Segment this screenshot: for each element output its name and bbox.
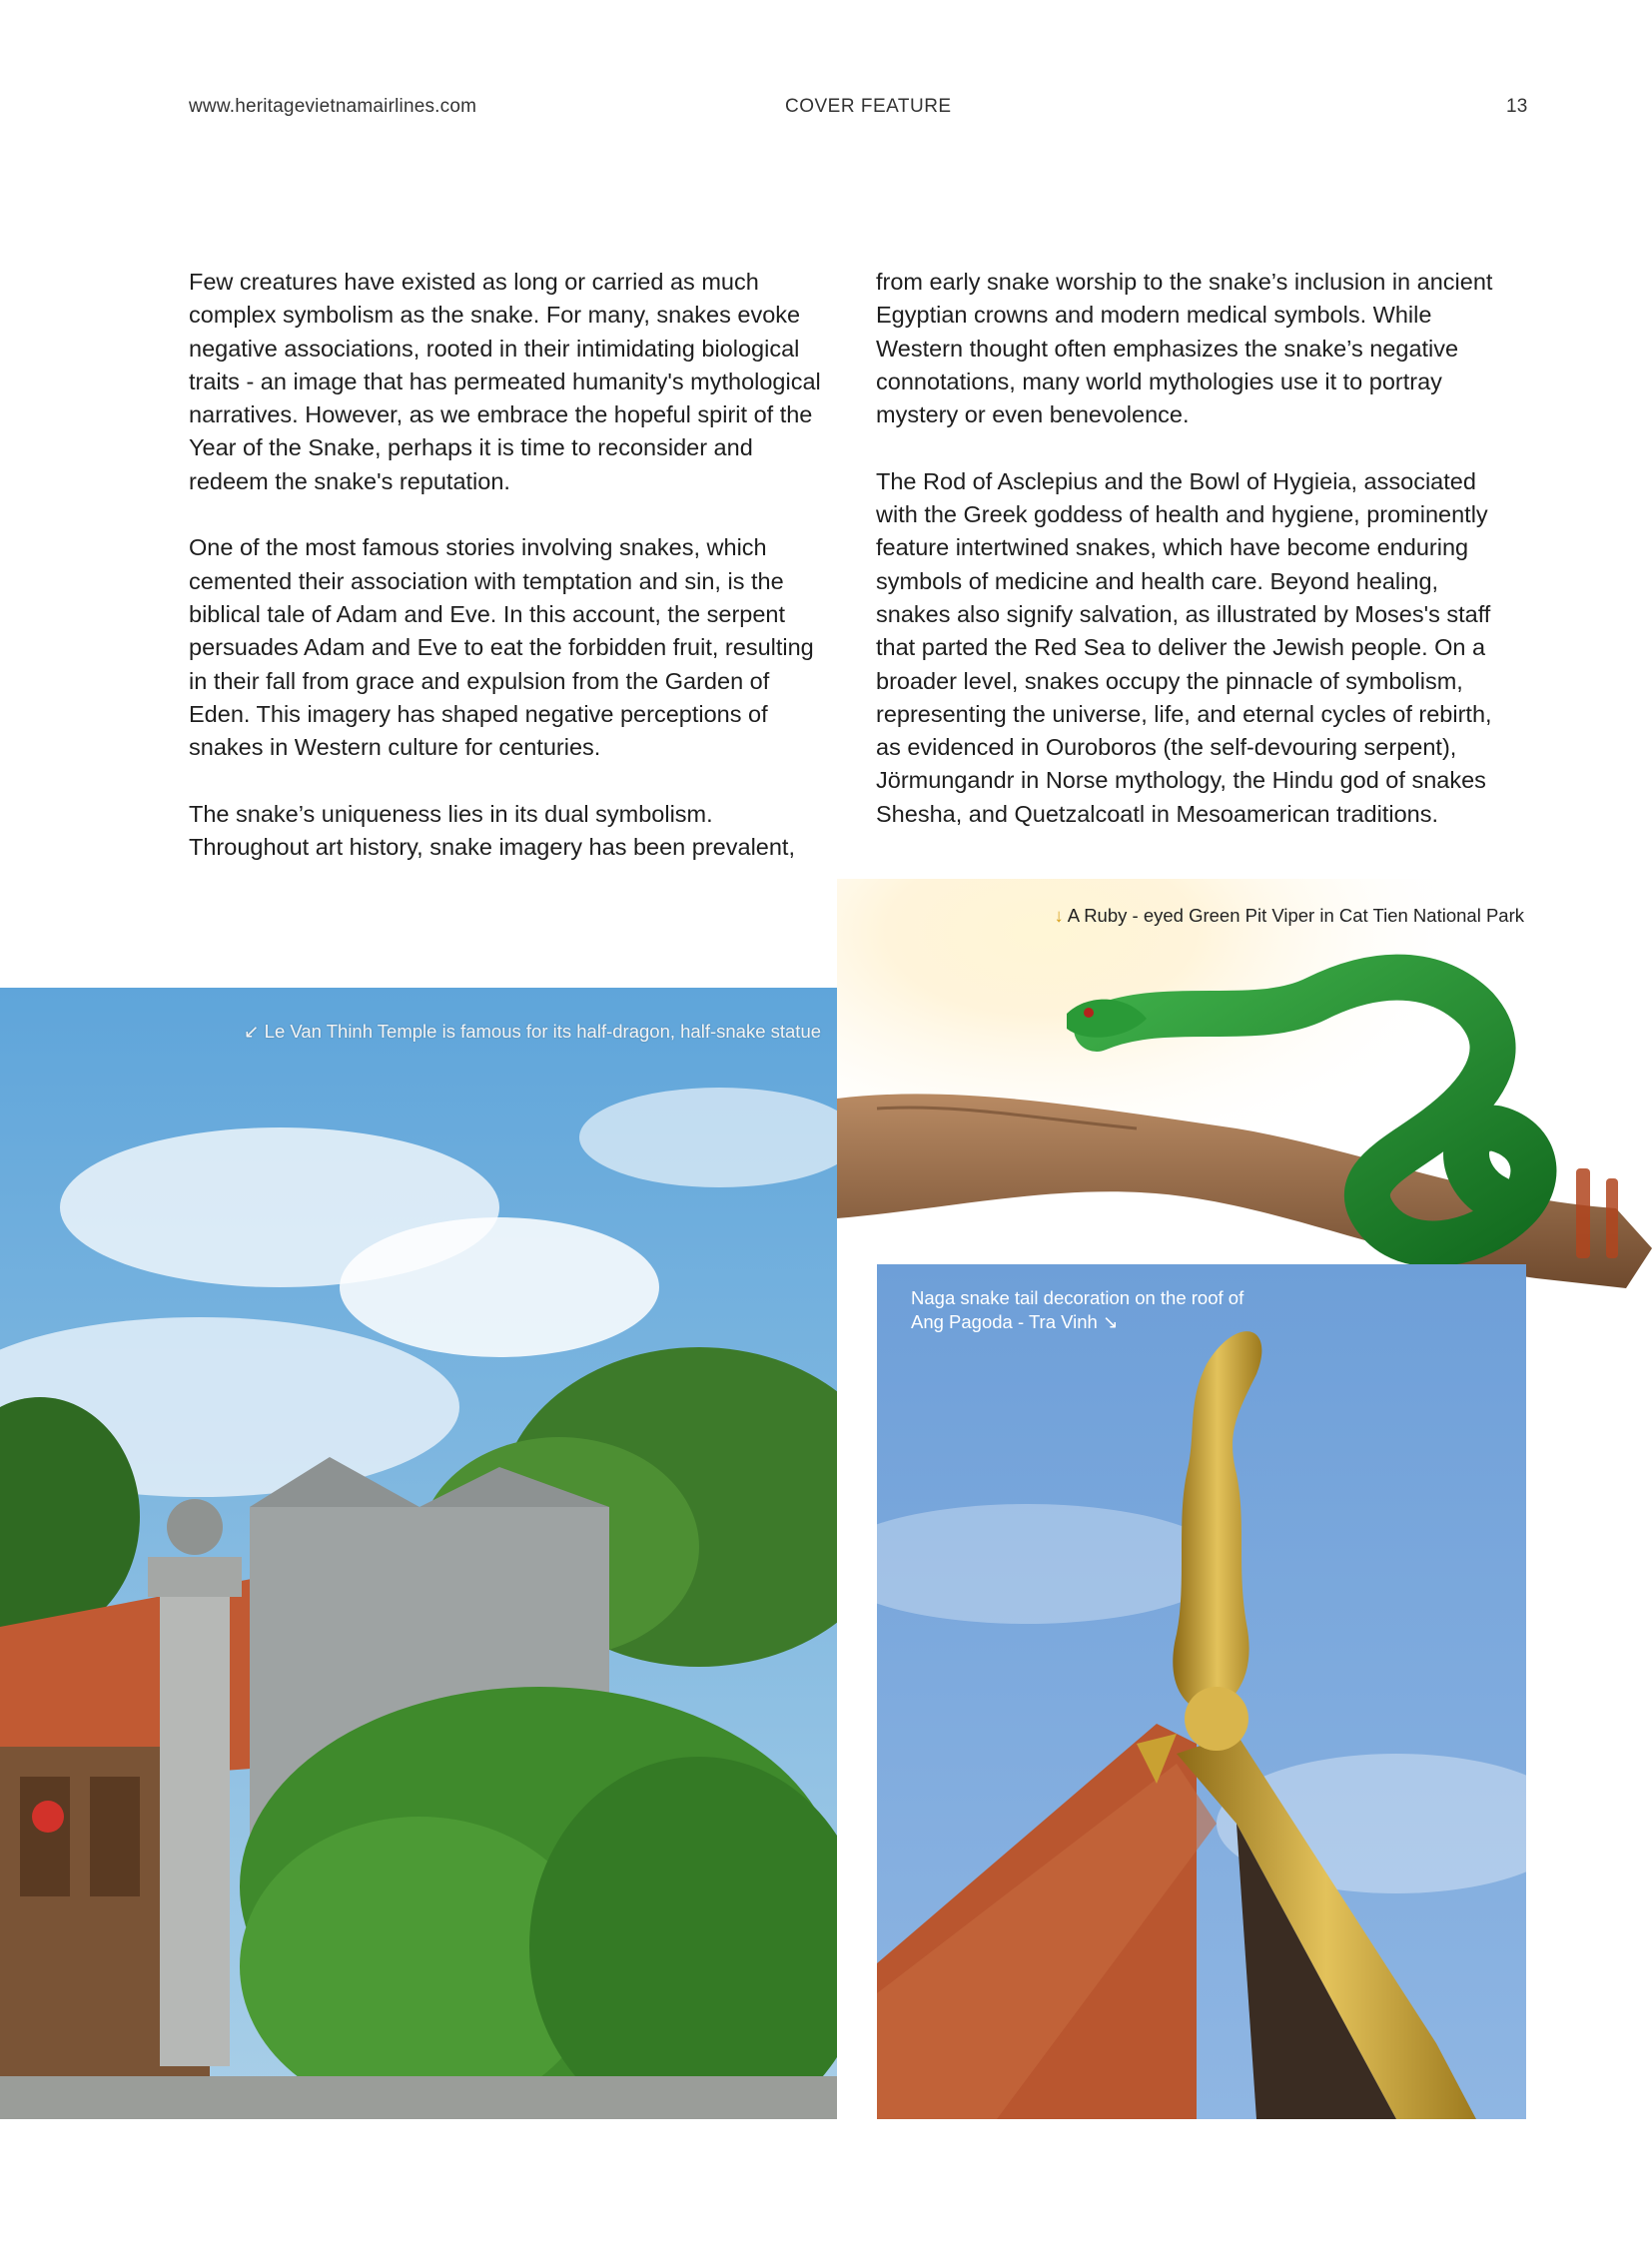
caption-text: Naga snake tail decoration on the roof of (911, 1287, 1244, 1308)
viper-caption (1054, 905, 1524, 927)
paragraph: Few creatures have existed as long or carried as much complex symbolism as the snake. For many, snakes evoke negative associations, rooted in their intimidating biological traits - an image that has permeated humanity's mythological narratives. However, as we embrace the hopeful spirit of the Year of the Snake, perhaps it is time to reconsider and redeem the snake's reputation. (189, 269, 821, 494)
paragraph: The snake’s uniqueness lies in its dual symbolism. Throughout art history, snake imagery has been prevalent, (189, 800, 795, 861)
arrow-down-right-icon: ↘ (1102, 1311, 1119, 1332)
arrow-down-icon: ↓ (1054, 905, 1064, 926)
pagoda-photo (877, 1264, 1526, 2119)
body-column-right (876, 266, 1495, 864)
arrow-down-left-icon: ↙ (244, 1021, 260, 1042)
caption-text: A Ruby - eyed Green Pit Viper in Cat Tien National Park (1067, 905, 1524, 926)
page-number: 13 (1506, 96, 1528, 117)
site-url: www.heritagevietnamairlines.com (189, 96, 477, 117)
paragraph: The Rod of Asclepius and the Bowl of Hygieia, associated with the Greek goddess of health and hygiene, prominently feature intertwined snakes, which have become enduring symbols of medicine and health care. Beyond healing, snakes also signify salvation, as illustrated by Moses's staff that parted the Red Sea to deliver the Jewish people. On a broader level, snakes occupy the pinnacle of symbolism, representing the universe, life, and eternal cycles of rebirth, as evidenced in Ouroboros (the self-devouring serpent), Jörmungandr in Norse mythology, the Hindu god of snakes Shesha, and Quetzalcoatl in Mesoamerican traditions. (876, 467, 1492, 827)
caption-text: Le Van Thinh Temple is famous for its half-dragon, half-snake statue (264, 1021, 822, 1042)
section-label: COVER FEATURE (785, 96, 952, 117)
body-column-left (189, 266, 828, 898)
pagoda-caption (911, 1286, 1243, 1334)
temple-caption (244, 1021, 821, 1043)
paragraph: from early snake worship to the snake’s inclusion in ancient Egyptian crowns and modern medical symbols. While Western thought often emphasizes the snake’s negative connotations, many world mythologies use it to portray mystery or even benevolence. (876, 269, 1493, 428)
temple-photo (0, 988, 837, 2119)
caption-text: Ang Pagoda - Tra Vinh (911, 1311, 1098, 1332)
viper-photo (837, 879, 1652, 1318)
paragraph: One of the most famous stories involving snakes, which cemented their association with temptation and sin, is the biblical tale of Adam and Eve. In this account, the serpent persuades Adam and Eve to eat the forbidden fruit, resulting in their fall from grace and expulsion from the Garden of Eden. This imagery has shaped negative perceptions of snakes in Western culture for centuries. (189, 534, 814, 761)
